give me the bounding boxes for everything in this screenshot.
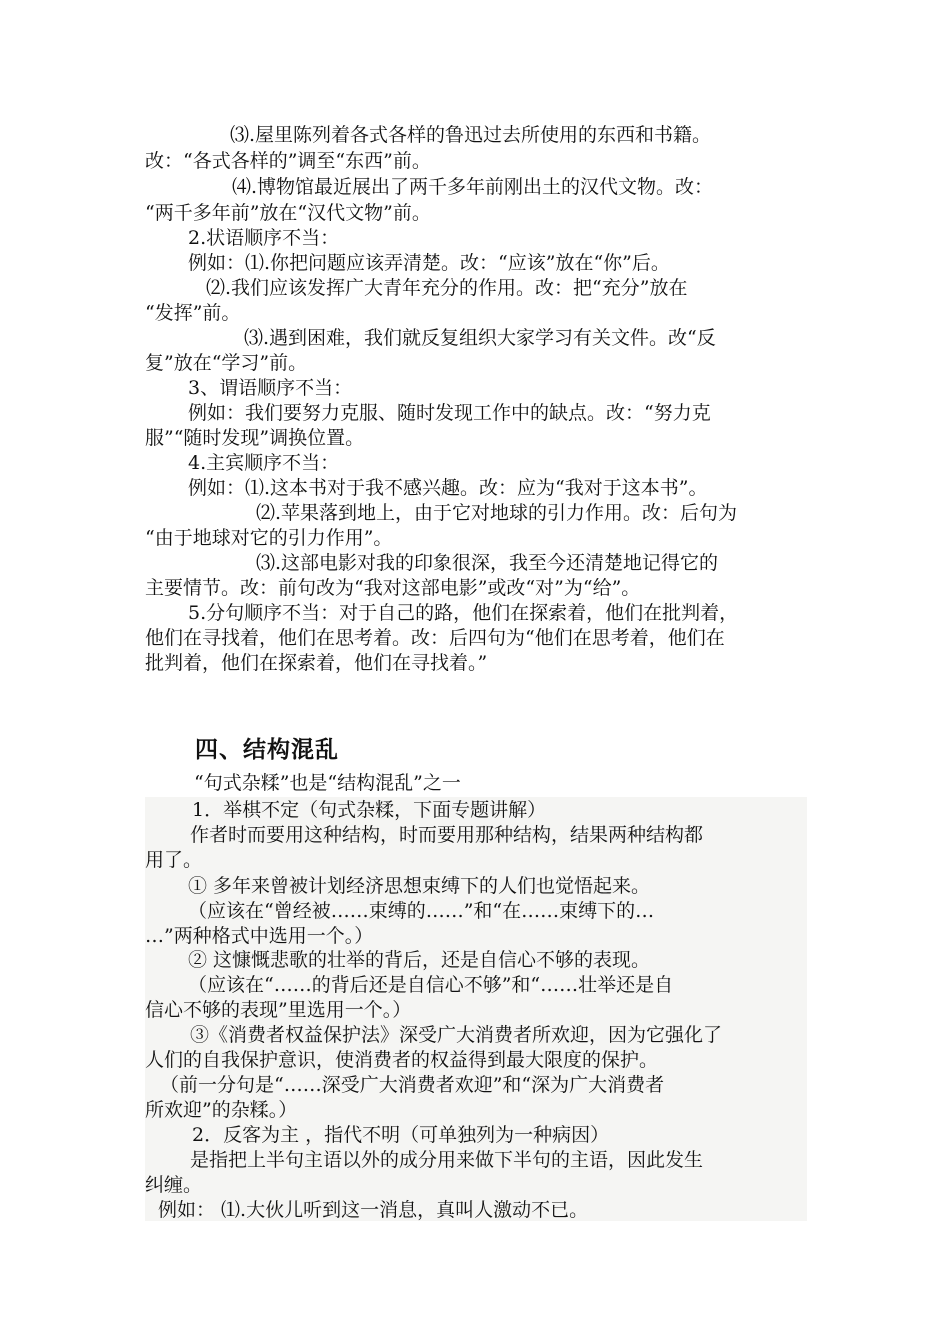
text-line: 纠缠。: [145, 1174, 203, 1196]
text-line: ① 多年来曾被计划经济思想束缚下的人们也觉悟起来。: [188, 875, 651, 897]
text-line: 例如：我们要努力克服、随时发现工作中的缺点。改：“努力克: [188, 402, 711, 424]
text-line: “发挥”前。: [145, 302, 241, 324]
text-line: ⑶.屋里陈列着各式各样的鲁迅过去所使用的东西和书籍。: [230, 124, 712, 146]
subheading: 1．举棋不定（句式杂糅，下面专题讲解）: [192, 799, 547, 821]
text-line: ② 这慷慨悲歌的壮举的背后，还是自信心不够的表现。: [188, 949, 651, 971]
text-line: “两千多年前”放在“汉代文物”前。: [145, 202, 431, 224]
subheading: 2．反客为主 ，指代不明（可单独列为一种病因）: [192, 1124, 610, 1146]
subheading: 2.状语顺序不当：: [188, 227, 340, 249]
text-line: 所欢迎”的杂糅。）: [145, 1099, 298, 1121]
text-line: 他们在寻找着，他们在思考着。改：后四句为“他们在思考着，他们在: [145, 627, 725, 649]
text-line: 人们的自我保护意识，使消费者的权益得到最大限度的保护。: [145, 1049, 659, 1071]
text-line: 是指把上半句主语以外的成分用来做下半句的主语，因此发生: [190, 1149, 704, 1171]
text-line: ⑶.这部电影对我的印象很深，我至今还清楚地记得它的: [256, 552, 719, 574]
text-line: 改：“各式各样的”调至“东西”前。: [145, 150, 431, 172]
text-line: 例如： ⑴.大伙儿听到这一消息，真叫人激动不已。: [158, 1199, 589, 1221]
text-line: （应该在“……的背后还是自信心不够”和“……壮举还是自: [188, 974, 674, 996]
text-line: 5.分句顺序不当：对于自己的路，他们在探索着，他们在批判着，: [188, 602, 739, 624]
text-line: 作者时而要用这种结构，时而要用那种结构，结果两种结构都: [190, 824, 704, 846]
text-line: 主要情节。改：前句改为“我对这部电影”或改“对”为“给”。: [145, 577, 641, 599]
text-line: 服”“随时发现”调换位置。: [145, 427, 365, 449]
subheading: 4.主宾顺序不当：: [188, 452, 340, 474]
text-line: 用了。: [145, 849, 203, 871]
text-line: ⑶.遇到困难，我们就反复组织大家学习有关文件。改“反: [244, 327, 716, 349]
text-line: “句式杂糅”也是“结构混乱”之一: [194, 772, 461, 794]
text-line: 复”放在“学习”前。: [145, 352, 308, 374]
section-heading: 四、结构混乱: [195, 737, 339, 763]
text-line: ⑵.苹果落到地上，由于它对地球的引力作用。改：后句为: [256, 502, 738, 524]
text-line: 例如：⑴.这本书对于我不感兴趣。改：应为“我对于这本书”。: [188, 477, 708, 499]
text-line: “由于地球对它的引力作用”。: [145, 527, 393, 549]
text-line: 例如：⑴.你把问题应该弄清楚。改：“应该”放在“你”后。: [188, 252, 670, 274]
text-line: ⑷.博物馆最近展出了两千多年前刚出土的汉代文物。改：: [232, 176, 714, 198]
text-line: （前一分句是“……深受广大消费者欢迎”和“深为广大消费者: [160, 1074, 665, 1096]
text-line: （应该在“曾经被……束缚的……”和“在……束缚下的…: [188, 900, 655, 922]
text-line: ③《消费者权益保护法》深受广大消费者所欢迎，因为它强化了: [190, 1024, 723, 1046]
text-line: 信心不够的表现”里选用一个。）: [145, 999, 412, 1021]
text-line: 批判着，他们在探索着，他们在寻找着。”: [145, 652, 488, 674]
text-line: ⑵.我们应该发挥广大青年充分的作用。改：把“充分”放在: [206, 277, 688, 299]
text-line: …”两种格式中选用一个。）: [145, 925, 374, 947]
subheading: 3、谓语顺序不当：: [188, 377, 353, 399]
